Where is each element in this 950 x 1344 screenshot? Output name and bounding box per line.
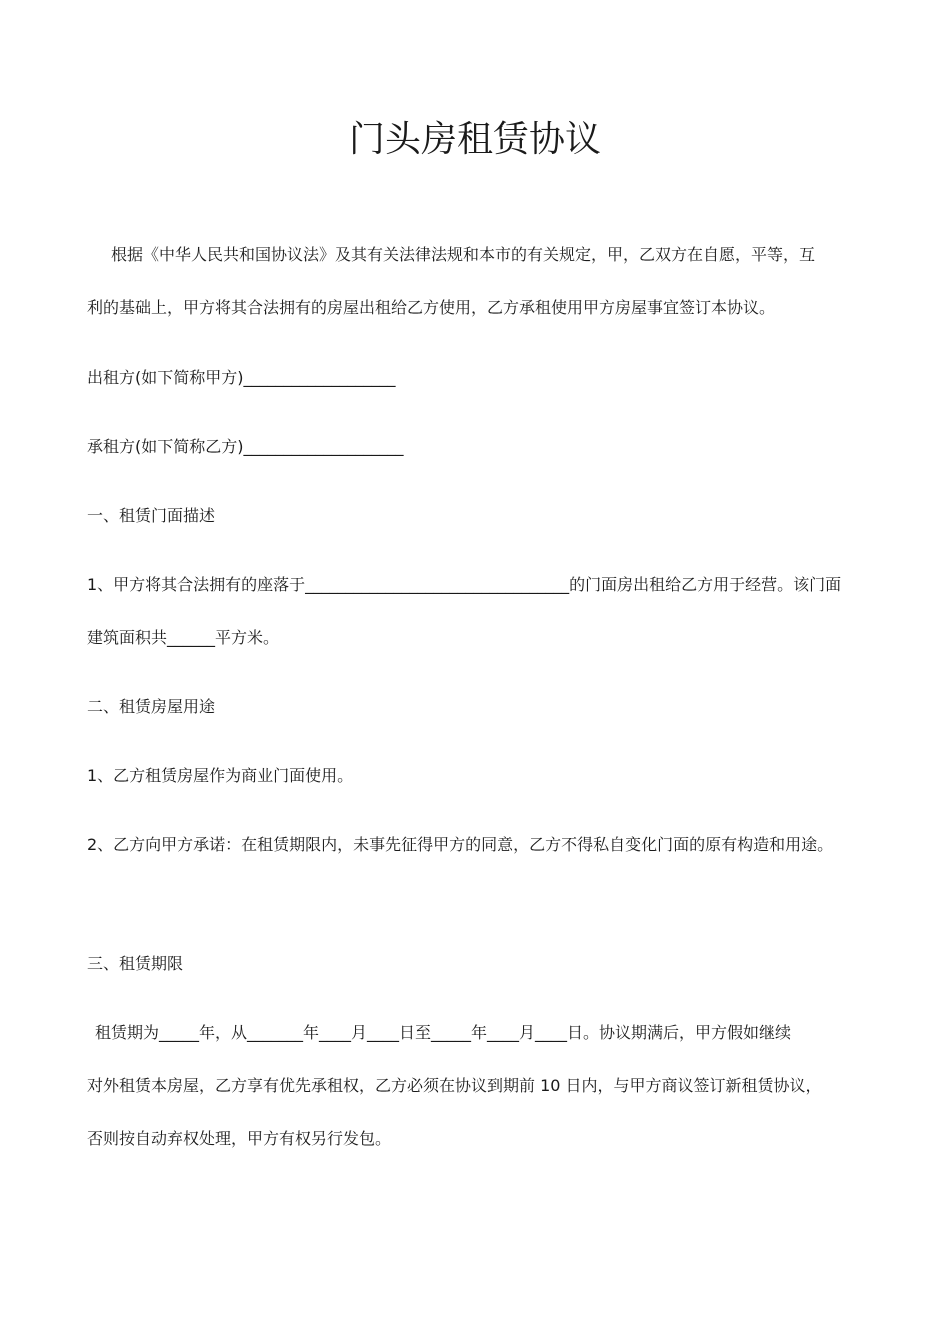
section-1-heading: 一、租赁门面描述 [87, 506, 216, 525]
section-1-item-1-line-1: 1、甲方将其合法拥有的座落于_________________________________的门面房出租给乙方用于经营。该门面 [87, 575, 842, 594]
section-2-item-2: 2、乙方向甲方承诺：在租赁期限内，未事先征得甲方的同意，乙方不得私自变化门面的原有构造和用途。 [87, 835, 834, 854]
section-2-item-1: 1、乙方租赁房屋作为商业门面使用。 [87, 766, 354, 785]
section-3-paragraph-line-1: 租赁期为_____年，从_______年____月____日至_____年____月____日。协议期满后，甲方假如继续 [95, 1023, 792, 1042]
section-3-heading: 三、租赁期限 [87, 954, 184, 973]
intro-paragraph-line-2: 利的基础上，甲方将其合法拥有的房屋出租给乙方使用，乙方承租使用甲方房屋事宜签订本协议。 [87, 298, 776, 317]
section-2-heading: 二、租赁房屋用途 [87, 697, 216, 716]
lessee-field: 承租方(如下简称乙方)____________________ [87, 437, 404, 456]
lessor-field: 出租方(如下简称甲方)___________________ [87, 368, 396, 387]
section-3-paragraph-line-2: 对外租赁本房屋，乙方享有优先承租权，乙方必须在协议到期前 10 日内，与甲方商议签订新租赁协议， [87, 1076, 822, 1095]
section-1-item-1-line-2: 建筑面积共______平方米。 [87, 628, 280, 647]
section-3-paragraph-line-3: 否则按自动弃权处理，甲方有权另行发包。 [87, 1129, 392, 1148]
intro-paragraph-line-1: 根据《中华人民共和国协议法》及其有关法律法规和本市的有关规定，甲，乙双方在自愿，平等，互 [111, 245, 816, 264]
document-title: 门头房租赁协议 [348, 119, 601, 160]
